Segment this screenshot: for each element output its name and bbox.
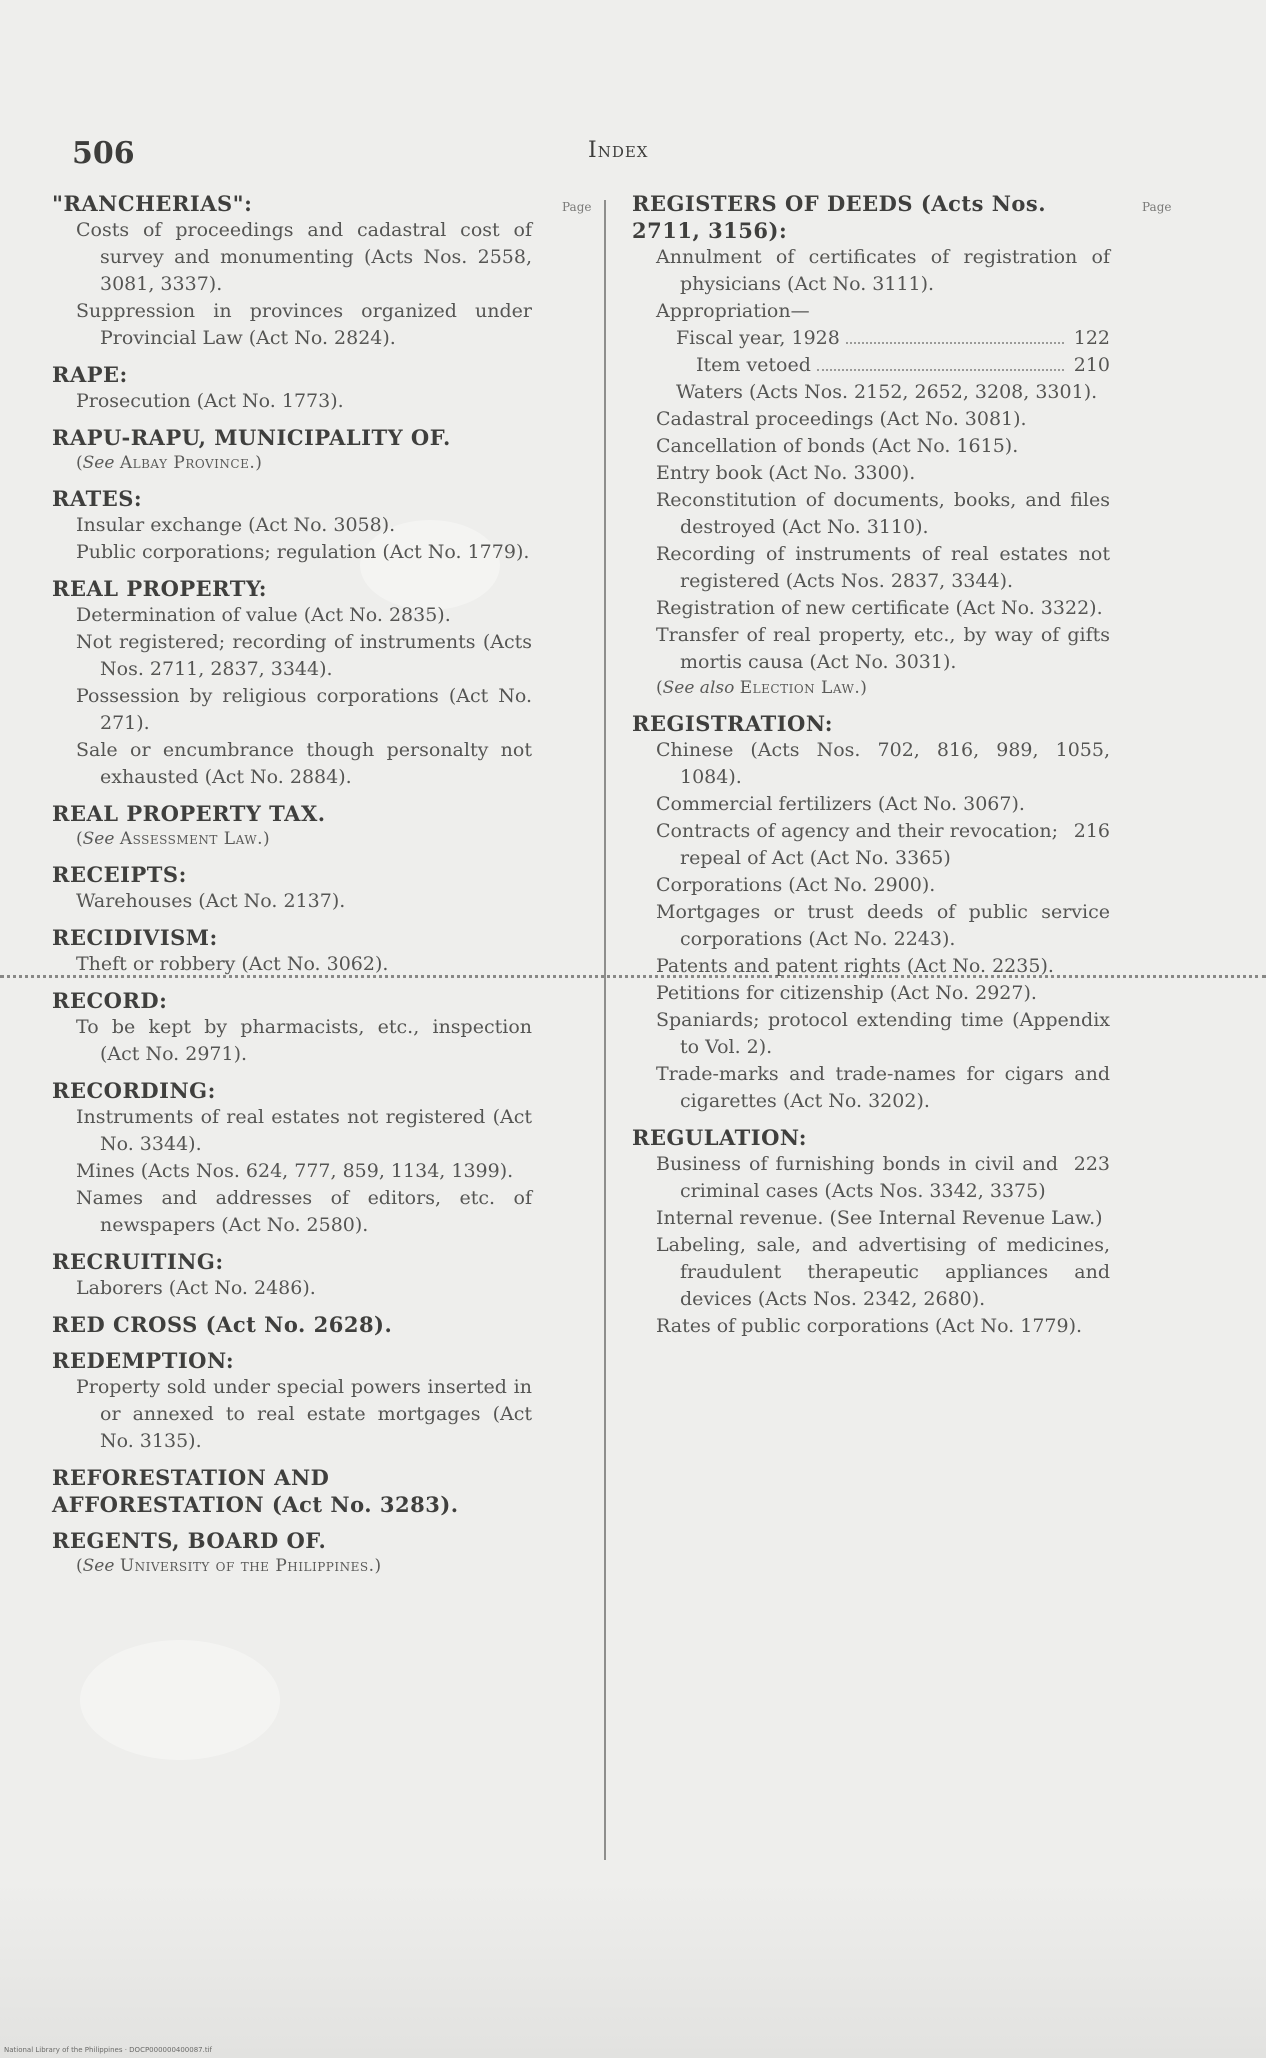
- running-head: Index: [588, 138, 649, 163]
- index-entry: [52, 1347, 532, 1455]
- sub-entry: Spaniards; protocol extending time (Appendix to Vol. 2).: [656, 1009, 1110, 1058]
- sub-entry: Prosecution (Act No. 1773).: [76, 390, 344, 412]
- column-divider: [604, 200, 606, 1860]
- sub-entry: To be kept by pharmacists, etc., inspection (Act No. 2971).: [76, 1016, 532, 1065]
- index-entry: [52, 861, 532, 915]
- sub-entry-text: Contracts of agency and their revocation; repeal of Act (Act No. 3365): [656, 820, 1058, 869]
- sub-entry-text: Item vetoed: [696, 354, 811, 376]
- sub-entry: Labeling, sale, and advertising of medicines, fraudulent therapeutic appliances and devices (Acts Nos. 2342, 2680).: [656, 1234, 1110, 1310]
- page-reference: 223: [1073, 1153, 1110, 1175]
- see-label: See also: [662, 678, 735, 698]
- sub-entry: [632, 818, 1110, 872]
- scan-footer: National Library of the Philippines · DOCP000000400087.tif: [4, 2046, 213, 2054]
- page-reference: 216: [1073, 820, 1110, 842]
- sub-entry: Sale or encumbrance though personalty not exhausted (Act No. 2884).: [76, 739, 532, 788]
- see-target: Election Law.: [739, 678, 861, 698]
- entry-heading: RECRUITING:: [52, 1249, 224, 1274]
- sub-entry: Recording of instruments of real estates not registered (Acts Nos. 2837, 3344).: [656, 543, 1110, 592]
- sub-entry: Reconstitution of documents, books, and files destroyed (Act No. 3110).: [656, 489, 1110, 538]
- sub-entry: Entry book (Act No. 3300).: [656, 462, 916, 484]
- index-entry: [52, 800, 532, 852]
- see-target: Albay Province.: [119, 453, 256, 473]
- see-label: See: [82, 829, 115, 849]
- sub-entry: [632, 1151, 1110, 1205]
- sub-entry: Petitions for citizenship (Act No. 2927).: [656, 982, 1037, 1004]
- sub-entry: [632, 352, 1110, 379]
- see-target: Assessment Law.: [119, 829, 263, 849]
- index-entry: [52, 190, 532, 352]
- sub-entry: Mines (Acts Nos. 624, 777, 859, 1134, 1399).: [76, 1160, 514, 1182]
- sub-entry: [632, 325, 1110, 352]
- sub-entry-text: Business of furnishing bonds in civil and criminal cases (Acts Nos. 3342, 3375): [656, 1153, 1058, 1202]
- sub-entry: Appropriation—: [656, 300, 810, 322]
- see-target: University of the Philippines.: [119, 1556, 375, 1576]
- entry-heading: REDEMPTION:: [52, 1348, 235, 1373]
- entry-heading: RECORDING:: [52, 1078, 216, 1103]
- sub-entry: Chinese (Acts Nos. 702, 816, 989, 1055, 1084).: [656, 739, 1110, 788]
- entry-heading: RECORD:: [52, 988, 168, 1013]
- index-entry: [52, 361, 532, 415]
- entry-heading: REAL PROPERTY TAX.: [52, 801, 326, 826]
- index-entry: [52, 1311, 532, 1338]
- entry-heading: RED CROSS (Act No. 2628).: [52, 1312, 393, 1337]
- sub-entry: Commercial fertilizers (Act No. 3067).: [656, 793, 1025, 815]
- sub-entry: Transfer of real property, etc., by way of gifts mortis causa (Act No. 3031).: [656, 624, 1110, 673]
- sub-entry: Trade-marks and trade-names for cigars and cigarettes (Act No. 3202).: [656, 1063, 1110, 1112]
- entry-heading: REGULATION:: [632, 1125, 808, 1150]
- page-reference: 210: [1073, 354, 1110, 376]
- sub-entry: Registration of new certificate (Act No. 3322).: [656, 597, 1103, 619]
- see-label: See: [82, 1556, 115, 1576]
- sub-entry: Suppression in provinces organized under Provincial Law (Act No. 2824).: [76, 300, 532, 349]
- index-entry: [52, 987, 532, 1068]
- index-entry: [52, 1248, 532, 1302]
- left-column: [52, 190, 532, 1588]
- leader-dots: [846, 325, 1064, 344]
- index-entry: [52, 424, 532, 476]
- entry-heading: REFORESTATION AND AFFORESTATION (Act No. 3283).: [52, 1465, 459, 1517]
- cross-reference: (See also Election Law.): [656, 678, 867, 698]
- entry-heading: RECEIPTS:: [52, 862, 187, 887]
- sub-entry: Annulment of certificates of registration of physicians (Act No. 3111).: [656, 246, 1110, 295]
- index-entry: [52, 1527, 532, 1579]
- cross-reference: (See Assessment Law.): [76, 829, 270, 849]
- index-entry: [52, 1464, 532, 1518]
- sub-entry: Insular exchange (Act No. 3058).: [76, 514, 396, 536]
- sub-entry: Rates of public corporations (Act No. 1779).: [656, 1315, 1083, 1337]
- sub-entry: Internal revenue. (See Internal Revenue Law.): [656, 1207, 1103, 1229]
- page-column-label: Page: [562, 200, 592, 214]
- sub-entry: Theft or robbery (Act No. 3062).: [76, 953, 389, 975]
- cross-reference: (See University of the Philippines.): [76, 1556, 382, 1576]
- sub-entry-text: Fiscal year, 1928: [676, 327, 840, 349]
- sub-entry: Names and addresses of editors, etc. of newspapers (Act No. 2580).: [76, 1187, 532, 1236]
- right-column: [632, 190, 1110, 1349]
- entry-heading: RECIDIVISM:: [52, 925, 218, 950]
- sub-entry: Cancellation of bonds (Act No. 1615).: [656, 435, 1019, 457]
- index-entry: [632, 710, 1110, 1115]
- index-entry: [632, 1124, 1110, 1340]
- sub-entry: Possession by religious corporations (Act No. 271).: [76, 685, 532, 734]
- entry-heading: RAPE:: [52, 362, 128, 387]
- sub-entry: Property sold under special powers inserted in or annexed to real estate mortgages (Act No. 3135).: [76, 1376, 532, 1452]
- index-entry: [52, 1077, 532, 1239]
- sub-entry: Mortgages or trust deeds of public service corporations (Act No. 2243).: [656, 901, 1110, 950]
- page-number: 506: [72, 136, 135, 171]
- sub-entry: Warehouses (Act No. 2137).: [76, 890, 346, 912]
- index-entry: [52, 924, 532, 978]
- sub-entry: Costs of proceedings and cadastral cost of survey and monumenting (Acts Nos. 2558, 3081, 3337).: [76, 219, 532, 295]
- sub-entry: Laborers (Act No. 2486).: [76, 1277, 316, 1299]
- entry-heading: "RANCHERIAS":: [52, 191, 253, 216]
- sub-entry: Waters (Acts Nos. 2152, 2652, 3208, 3301).: [676, 381, 1098, 403]
- entry-heading: RATES:: [52, 486, 143, 511]
- entry-heading: REGENTS, BOARD OF.: [52, 1528, 327, 1553]
- entry-heading: REGISTERS OF DEEDS (Acts Nos. 2711, 3156):: [632, 191, 1047, 243]
- entry-heading: REAL PROPERTY:: [52, 576, 268, 601]
- page-reference: 122: [1073, 327, 1110, 349]
- page-column-label: Page: [1142, 200, 1172, 214]
- sub-entry: Corporations (Act No. 2900).: [656, 874, 936, 896]
- cross-reference: (See Albay Province.): [76, 453, 262, 473]
- sub-entry: Determination of value (Act No. 2835).: [76, 604, 451, 626]
- index-entry: [52, 575, 532, 791]
- index-entry: [632, 190, 1110, 701]
- see-label: See: [82, 453, 115, 473]
- sub-entry: Instruments of real estates not registered (Act No. 3344).: [76, 1106, 532, 1155]
- sub-entry: Not registered; recording of instruments (Acts Nos. 2711, 2837, 3344).: [76, 631, 532, 680]
- entry-heading: REGISTRATION:: [632, 711, 834, 736]
- index-entry: [52, 485, 532, 566]
- paper-stain: [80, 1640, 280, 1760]
- entry-heading: RAPU-RAPU, MUNICIPALITY OF.: [52, 425, 451, 450]
- sub-entry: Public corporations; regulation (Act No. 1779).: [76, 541, 530, 563]
- leader-dots: [817, 352, 1064, 371]
- page-bottom-margin: [0, 1880, 1266, 2058]
- sub-entry: Cadastral proceedings (Act No. 3081).: [656, 408, 1027, 430]
- sub-entry: Patents and patent rights (Act No. 2235).: [656, 955, 1054, 977]
